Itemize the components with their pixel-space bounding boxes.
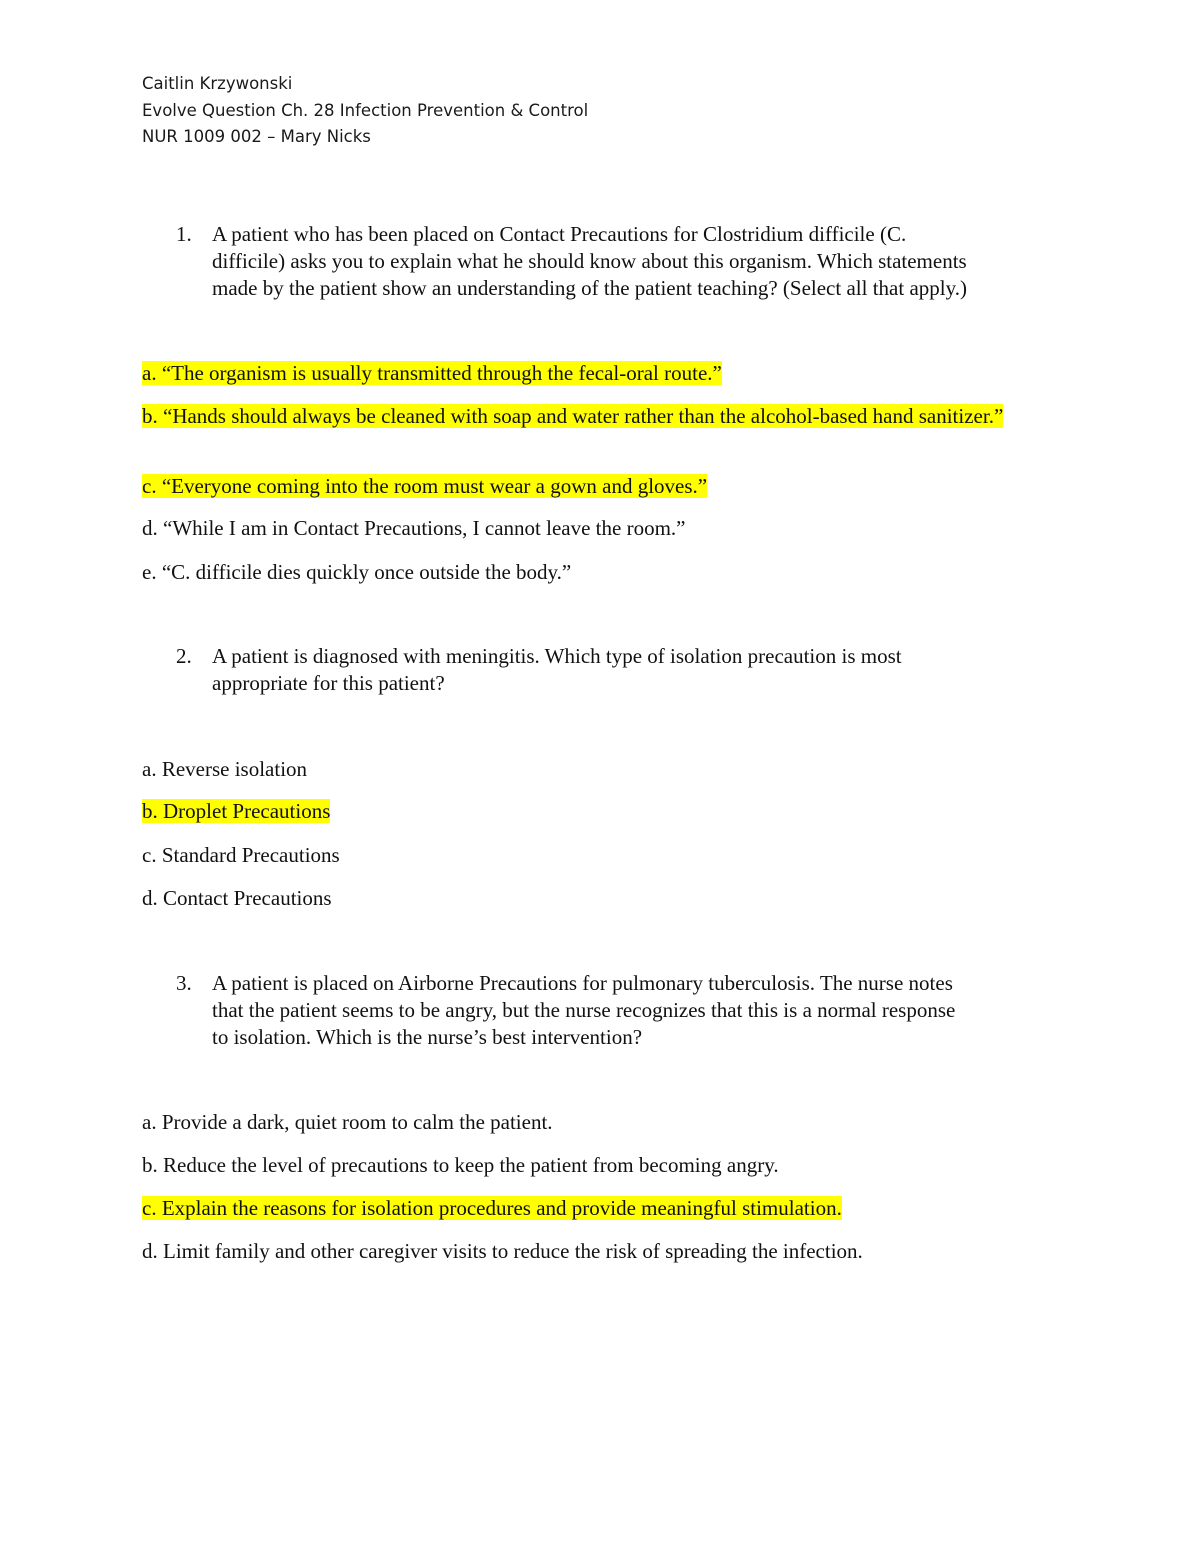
option-text: b. Reduce the level of precautions to keep the patient from becoming angry. — [142, 1153, 779, 1177]
question-2-text: A patient is diagnosed with meningitis. Which type of isolation precaution is most appropriate for this patient? — [212, 644, 902, 695]
option-text: d. Limit family and other caregiver visits to reduce the risk of spreading the infection. — [142, 1239, 863, 1263]
question-3-number: 3. — [176, 971, 192, 995]
question-3-option-c — [142, 1195, 1042, 1222]
option-text: b. “Hands should always be cleaned with soap and water rather than the alcohol-based hand sanitizer.” — [142, 404, 1004, 428]
course-info: NUR 1009 002 – Mary Nicks — [142, 127, 371, 146]
question-1-text: A patient who has been placed on Contact Precautions for Clostridium difficile (C. difficile) asks you to explain what he should know about this organism. Which statements made by the patient show an understanding of the patient teaching? (Select all that apply.) — [212, 222, 967, 300]
option-text: c. Standard Precautions — [142, 843, 340, 867]
option-text: a. Reverse isolation — [142, 757, 308, 781]
question-3-text: A patient is placed on Airborne Precautions for pulmonary tuberculosis. The nurse notes that the patient seems to be angry, but the nurse recognizes that this is a normal response to isolation. Which is the nurse’s best intervention? — [212, 971, 956, 1049]
question-1-option-c — [142, 473, 1042, 500]
document-title: Evolve Question Ch. 28 Infection Prevention & Control — [142, 101, 589, 120]
question-3-option-a — [142, 1109, 1042, 1136]
question-1-number: 1. — [176, 222, 192, 246]
option-text: a. Provide a dark, quiet room to calm the patient. — [142, 1110, 553, 1134]
question-1-option-e — [142, 559, 1042, 586]
question-3-option-d — [142, 1238, 1042, 1265]
question-1-option-b — [142, 403, 1022, 430]
author-name: Caitlin Krzywonski — [142, 74, 293, 93]
question-1-option-a — [142, 360, 1042, 387]
question-2-option-c — [142, 842, 1042, 869]
question-2-number: 2. — [176, 644, 192, 668]
question-2-option-a — [142, 756, 1042, 783]
option-text: d. “While I am in Contact Precautions, I cannot leave the room.” — [142, 516, 686, 540]
option-text: d. Contact Precautions — [142, 886, 332, 910]
option-text: e. “C. difficile dies quickly once outside the body.” — [142, 560, 572, 584]
option-text: b. Droplet Precautions — [142, 799, 331, 823]
option-text: c. “Everyone coming into the room must wear a gown and gloves.” — [142, 474, 708, 498]
option-text: c. Explain the reasons for isolation procedures and provide meaningful stimulation. — [142, 1196, 842, 1220]
question-1-option-d — [142, 515, 1042, 542]
option-text: a. “The organism is usually transmitted through the fecal-oral route.” — [142, 361, 722, 385]
question-2-option-d — [142, 885, 1042, 912]
question-2-option-b — [142, 798, 1042, 825]
question-3-option-b — [142, 1152, 1042, 1179]
